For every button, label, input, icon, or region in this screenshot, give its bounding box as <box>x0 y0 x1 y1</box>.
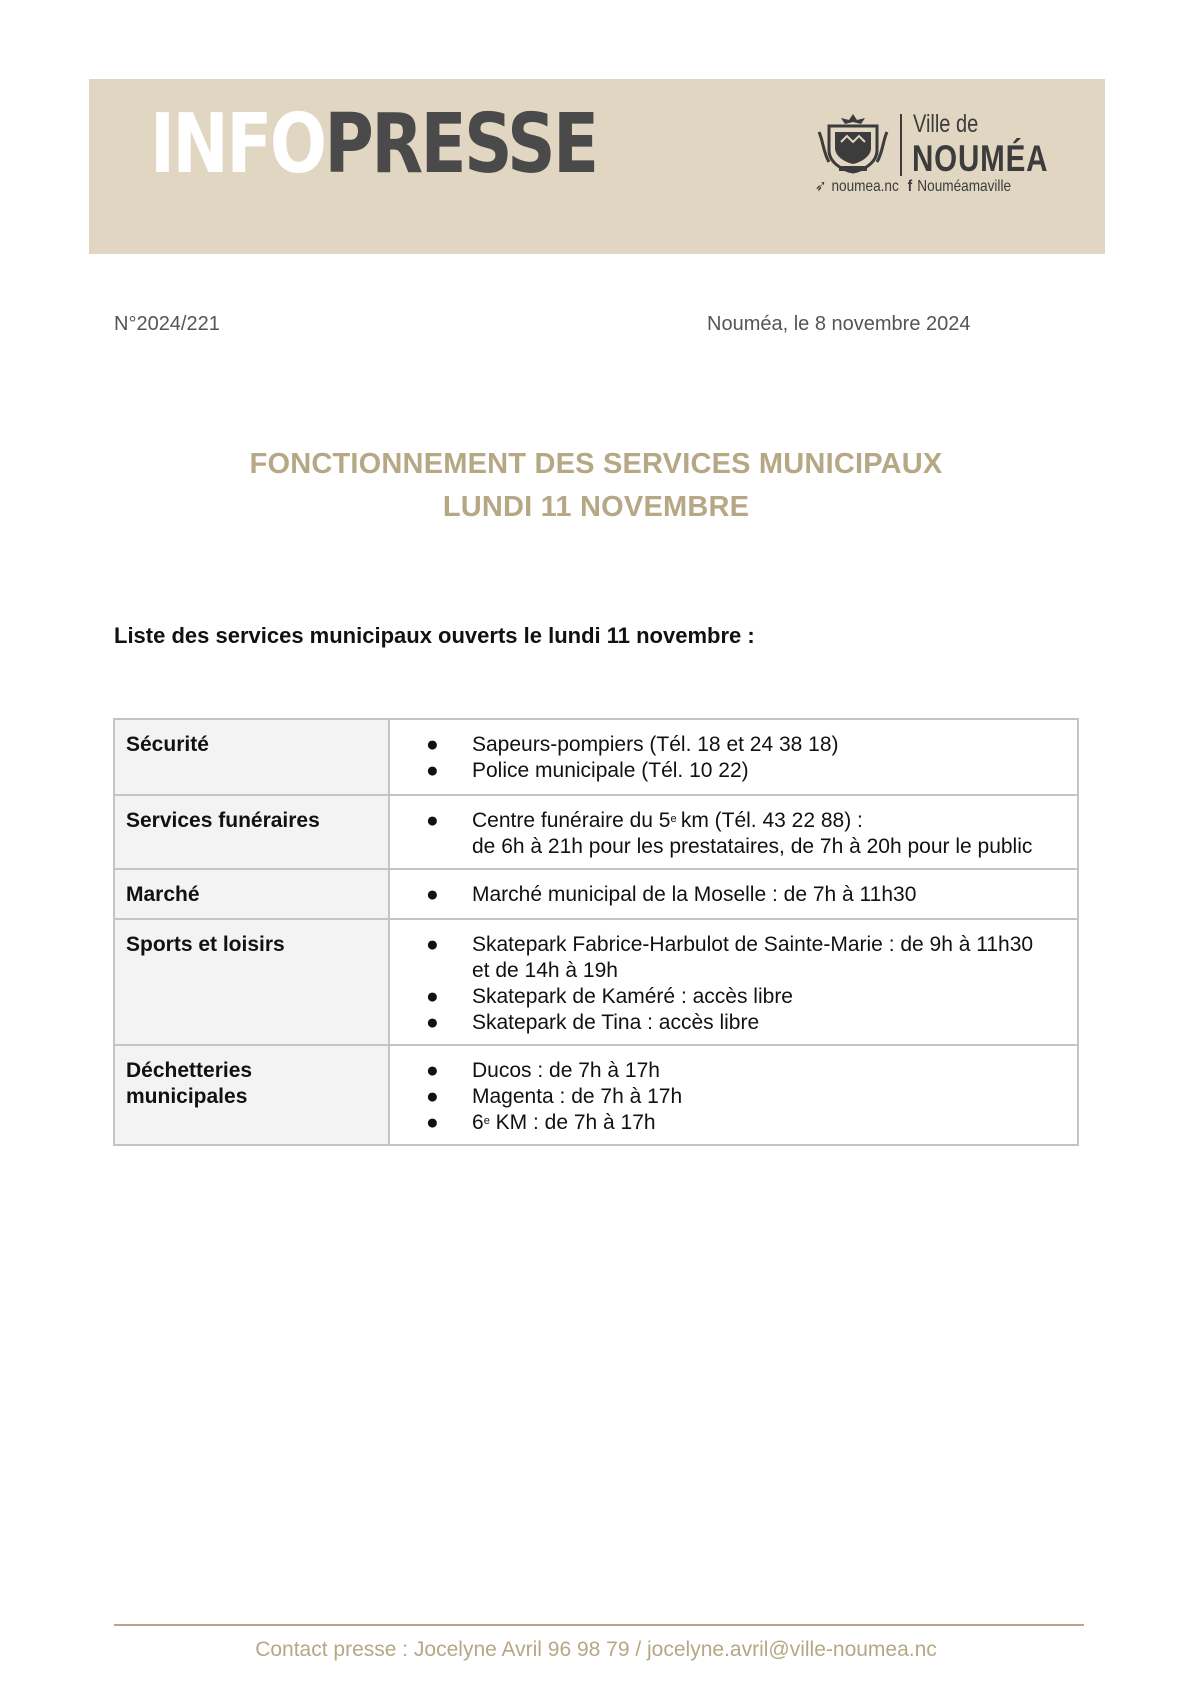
bullet: ● <box>426 985 439 1008</box>
items-cell <box>389 919 1078 1045</box>
footer-divider <box>114 1624 1084 1626</box>
bullet: ● <box>426 733 439 756</box>
table-row <box>114 869 1078 919</box>
list-item: ● Centre funéraire du 5e km (Tél. 43 22 88) : de 6h à 21h pour les prestataires, de 7h à 20h pour le public <box>426 809 1033 858</box>
table-row <box>114 919 1078 1045</box>
website-link[interactable]: noumea.nc <box>831 178 899 195</box>
items-cell <box>389 719 1078 795</box>
headline-line-1: FONCTIONNEMENT DES SERVICES MUNICIPAUX <box>249 448 943 480</box>
list-item: ● Police municipale (Tél. 10 22) <box>426 759 749 782</box>
place-date: Nouméa, le 8 novembre 2024 <box>707 313 971 335</box>
press-contact: Contact presse : Jocelyne Avril 96 98 79 / jocelyne.avril@ville-noumea.nc <box>255 1638 937 1661</box>
logo-social-line <box>815 176 1016 196</box>
bullet: ● <box>426 1011 439 1034</box>
table-row <box>114 795 1078 869</box>
list-item: ● 6e KM : de 7h à 17h <box>426 1111 656 1134</box>
title-presse-part: PRESSE <box>324 97 597 192</box>
logo-separator <box>900 114 902 176</box>
list-item: ● Magenta : de 7h à 17h <box>426 1085 683 1108</box>
bullet: ● <box>426 1059 439 1082</box>
press-release-number: N°2024/221 <box>114 313 220 335</box>
table-row <box>114 1045 1078 1145</box>
items-cell <box>389 1045 1078 1145</box>
services-table <box>113 718 1079 1146</box>
items-cell <box>389 869 1078 919</box>
intro-text: Liste des services municipaux ouverts le lundi 11 novembre : <box>114 623 755 648</box>
bullet: ● <box>426 809 439 832</box>
facebook-link[interactable]: Nouméamaville <box>917 178 1012 195</box>
bullet: ● <box>426 759 439 782</box>
list-item: ● Skatepark Fabrice-Harbulot de Sainte-Marie : de 9h à 11h30 et de 14h à 19h <box>426 933 1034 982</box>
category-cell: Sécurité <box>114 719 389 795</box>
headline-line-2: LUNDI 11 NOVEMBRE <box>442 491 750 523</box>
category-cell: Déchetteries municipales <box>114 1045 389 1145</box>
items-cell <box>389 795 1078 869</box>
facebook-icon: f <box>907 178 913 195</box>
info-presse-title <box>150 97 597 192</box>
bullet: ● <box>426 1111 439 1134</box>
list-item: ● Ducos : de 7h à 17h <box>426 1059 660 1082</box>
bullet: ● <box>426 1085 439 1108</box>
ville-noumea-logo <box>815 110 1065 200</box>
list-item: ● Skatepark de Tina : accès libre <box>426 1011 760 1034</box>
category-cell: Sports et loisirs <box>114 919 389 1045</box>
list-item: ● Marché municipal de la Moselle : de 7h à 11h30 <box>426 883 917 906</box>
logo-city-name: NOUMÉA <box>912 138 1049 179</box>
category-cell: Marché <box>114 869 389 919</box>
category-cell: Services funéraires <box>114 795 389 869</box>
list-item: ● Sapeurs-pompiers (Tél. 18 et 24 38 18) <box>426 733 839 756</box>
bullet: ● <box>426 933 439 956</box>
table-row <box>114 719 1078 795</box>
send-icon: ➶ <box>815 178 827 195</box>
logo-ville-de: Ville de <box>913 110 979 138</box>
list-item: ● Skatepark de Kaméré : accès libre <box>426 985 793 1008</box>
bullet: ● <box>426 883 439 906</box>
title-info-part: INFO <box>150 97 325 192</box>
city-crest-icon <box>815 112 891 174</box>
